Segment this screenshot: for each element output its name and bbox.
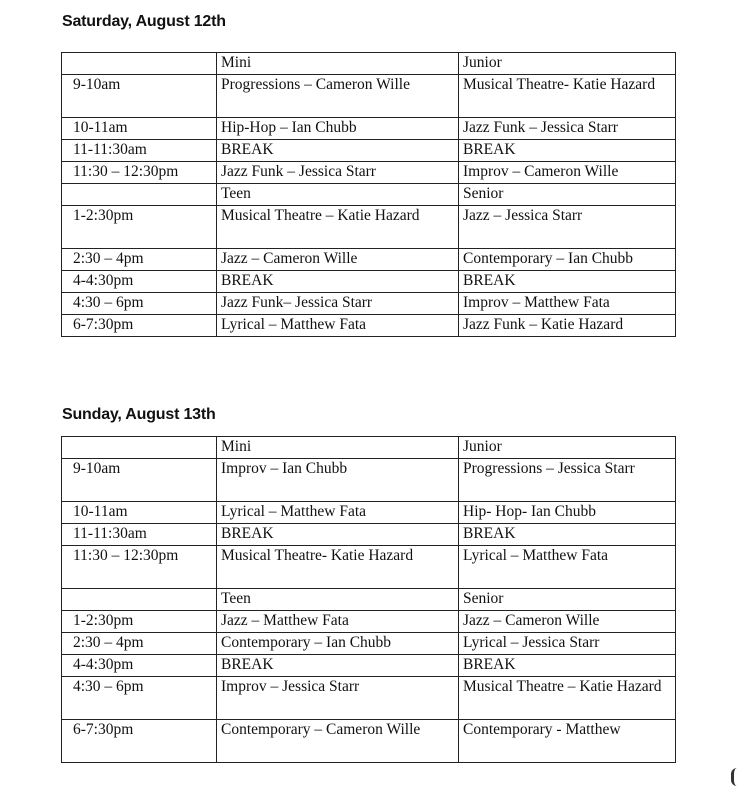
class-cell: Jazz – Cameron Wille <box>217 249 459 271</box>
class-cell: Jazz – Matthew Fata <box>217 611 459 633</box>
table-row <box>62 271 676 293</box>
table-row <box>62 315 676 337</box>
table-row <box>62 53 676 75</box>
time-cell <box>62 437 217 459</box>
time-cell <box>62 53 217 75</box>
time-cell: 11-11:30am <box>62 524 217 546</box>
class-cell: Hip- Hop- Ian Chubb <box>459 502 676 524</box>
table-row <box>62 677 676 720</box>
time-cell: 4:30 – 6pm <box>62 293 217 315</box>
time-cell: 4-4:30pm <box>62 271 217 293</box>
class-cell: Musical Theatre- Katie Hazard <box>459 75 676 118</box>
table-row <box>62 502 676 524</box>
class-cell: Lyrical – Jessica Starr <box>459 633 676 655</box>
class-cell: Progressions – Jessica Starr <box>459 459 676 502</box>
break-cell: BREAK <box>459 140 676 162</box>
time-cell: 9-10am <box>62 459 217 502</box>
class-cell: Jazz Funk– Jessica Starr <box>217 293 459 315</box>
class-cell: Jazz Funk – Jessica Starr <box>459 118 676 140</box>
time-cell: 6-7:30pm <box>62 720 217 763</box>
page-edge-mark <box>731 768 738 786</box>
class-cell: Contemporary – Cameron Wille <box>217 720 459 763</box>
table-row <box>62 524 676 546</box>
division-header-teen: Teen <box>217 184 459 206</box>
table-row <box>62 655 676 677</box>
saturday-schedule-table <box>61 52 676 337</box>
break-cell: BREAK <box>217 140 459 162</box>
table-row <box>62 75 676 118</box>
time-cell: 2:30 – 4pm <box>62 249 217 271</box>
class-cell: Jazz – Jessica Starr <box>459 206 676 249</box>
table-row <box>62 184 676 206</box>
sunday-title: Sunday, August 13th <box>62 406 216 423</box>
class-cell: Jazz Funk – Jessica Starr <box>217 162 459 184</box>
division-header-junior: Junior <box>459 437 676 459</box>
time-cell <box>62 184 217 206</box>
time-cell: 10-11am <box>62 502 217 524</box>
division-header-junior: Junior <box>459 53 676 75</box>
time-cell: 2:30 – 4pm <box>62 633 217 655</box>
table-row <box>62 140 676 162</box>
class-cell: Improv – Jessica Starr <box>217 677 459 720</box>
class-cell: Lyrical – Matthew Fata <box>217 315 459 337</box>
break-cell: BREAK <box>217 655 459 677</box>
time-cell: 4:30 – 6pm <box>62 677 217 720</box>
time-cell: 9-10am <box>62 75 217 118</box>
table-row <box>62 720 676 763</box>
class-cell: Musical Theatre – Katie Hazard <box>459 677 676 720</box>
class-cell: Progressions – Cameron Wille <box>217 75 459 118</box>
time-cell: 10-11am <box>62 118 217 140</box>
table-row <box>62 249 676 271</box>
table-row <box>62 589 676 611</box>
break-cell: BREAK <box>217 271 459 293</box>
table-row <box>62 546 676 589</box>
division-header-mini: Mini <box>217 437 459 459</box>
class-cell: Improv – Cameron Wille <box>459 162 676 184</box>
saturday-title: Saturday, August 12th <box>62 13 226 30</box>
division-header-mini: Mini <box>217 53 459 75</box>
table-row <box>62 611 676 633</box>
class-cell: Lyrical – Matthew Fata <box>459 546 676 589</box>
table-row <box>62 118 676 140</box>
table-row <box>62 437 676 459</box>
time-cell: 1-2:30pm <box>62 611 217 633</box>
class-cell: Contemporary – Ian Chubb <box>459 249 676 271</box>
time-cell: 11-11:30am <box>62 140 217 162</box>
sunday-schedule-table <box>61 436 676 763</box>
table-row <box>62 459 676 502</box>
time-cell: 1-2:30pm <box>62 206 217 249</box>
class-cell: Improv – Ian Chubb <box>217 459 459 502</box>
class-cell: Jazz – Cameron Wille <box>459 611 676 633</box>
division-header-senior: Senior <box>459 589 676 611</box>
class-cell: Jazz Funk – Katie Hazard <box>459 315 676 337</box>
class-cell: Lyrical – Matthew Fata <box>217 502 459 524</box>
table-row <box>62 206 676 249</box>
time-cell <box>62 589 217 611</box>
class-cell: Musical Theatre- Katie Hazard <box>217 546 459 589</box>
time-cell: 6-7:30pm <box>62 315 217 337</box>
class-cell: Improv – Matthew Fata <box>459 293 676 315</box>
class-cell: Hip-Hop – Ian Chubb <box>217 118 459 140</box>
time-cell: 4-4:30pm <box>62 655 217 677</box>
break-cell: BREAK <box>217 524 459 546</box>
division-header-senior: Senior <box>459 184 676 206</box>
table-row <box>62 293 676 315</box>
division-header-teen: Teen <box>217 589 459 611</box>
break-cell: BREAK <box>459 655 676 677</box>
class-cell: Musical Theatre – Katie Hazard <box>217 206 459 249</box>
break-cell: BREAK <box>459 271 676 293</box>
class-cell: Contemporary – Ian Chubb <box>217 633 459 655</box>
table-row <box>62 162 676 184</box>
table-row <box>62 633 676 655</box>
time-cell: 11:30 – 12:30pm <box>62 546 217 589</box>
class-cell: Contemporary - Matthew <box>459 720 676 763</box>
break-cell: BREAK <box>459 524 676 546</box>
time-cell: 11:30 – 12:30pm <box>62 162 217 184</box>
